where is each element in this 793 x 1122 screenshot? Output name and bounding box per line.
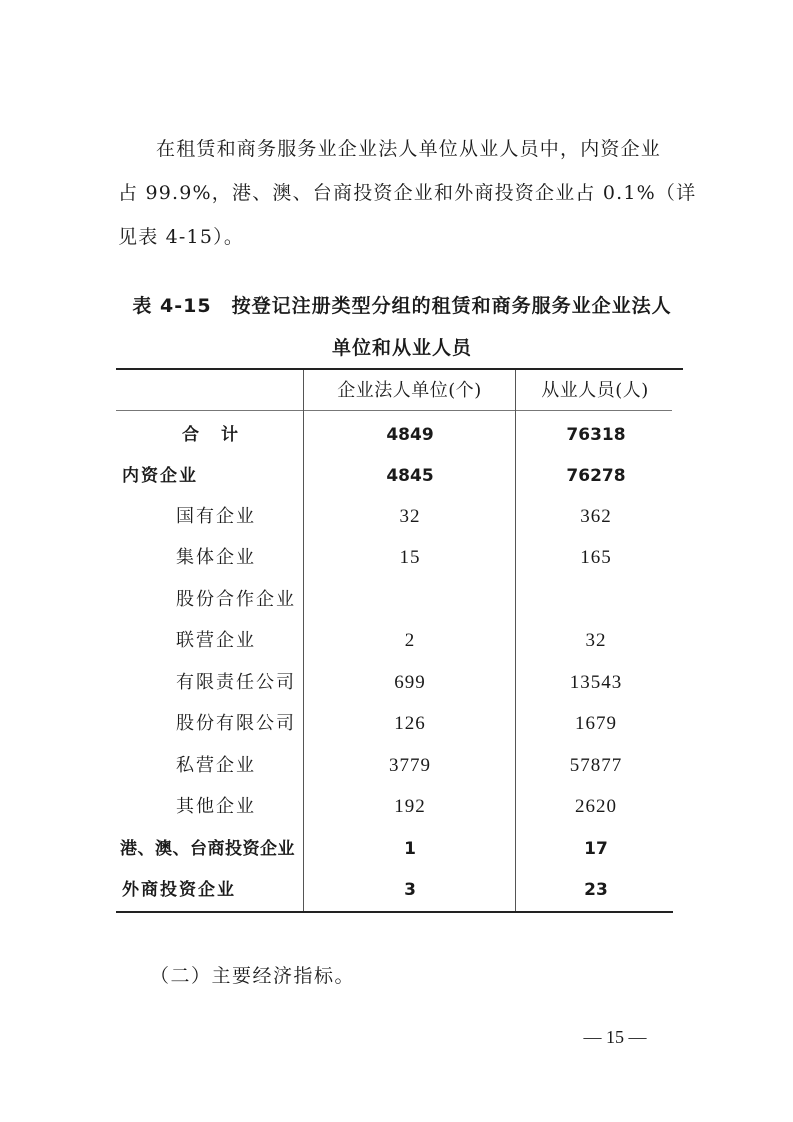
row-employees: 13543 [569, 672, 623, 693]
row-label: 有限责任公司 [176, 672, 296, 693]
row-label: 股份有限公司 [176, 713, 296, 734]
page-number: — 15 — [583, 1027, 647, 1047]
row-units: 32 [399, 506, 421, 527]
row-label: 联营企业 [176, 630, 256, 651]
table-row [116, 497, 676, 537]
table-row-total [116, 415, 676, 455]
row-units: 3 [404, 880, 416, 900]
row-employees: 23 [584, 880, 608, 900]
table-bottom-rule [116, 911, 673, 913]
row-units: 1 [404, 839, 416, 859]
table-row [116, 580, 676, 620]
paragraph-line: 见表 4-15）。 [118, 226, 245, 248]
row-label: 国有企业 [176, 506, 256, 527]
row-employees: 1679 [575, 713, 617, 734]
row-units: 15 [399, 547, 421, 568]
table-row [116, 746, 676, 786]
table-row [116, 704, 676, 744]
paragraph-line: 占 99.9%，港、澳、台商投资企业和外商投资企业占 0.1%（详 [118, 182, 697, 204]
row-label: 内资企业 [122, 466, 198, 486]
row-label: 集体企业 [176, 547, 256, 568]
row-units: 4845 [386, 466, 434, 486]
row-units: 2 [404, 630, 416, 651]
table-header-employees: 从业人员(人) [541, 380, 649, 401]
row-employees: 76278 [566, 466, 626, 486]
row-employees: 57877 [569, 755, 623, 776]
row-units: 4849 [386, 425, 434, 445]
table-row [116, 829, 676, 869]
table-header-rule [116, 410, 672, 411]
row-units: 126 [394, 713, 426, 734]
row-employees: 362 [580, 506, 612, 527]
intro-paragraph [118, 127, 697, 259]
table-row [116, 456, 676, 496]
row-units: 192 [394, 796, 426, 817]
row-label: 外商投资企业 [122, 880, 236, 900]
table-top-rule [116, 368, 683, 370]
table-row [116, 621, 676, 661]
row-label: 其他企业 [176, 796, 256, 817]
table-caption-line2: 单位和从业人员 [331, 337, 472, 359]
row-units: 3779 [389, 755, 431, 776]
row-label: 港、澳、台商投资企业 [120, 839, 295, 859]
table-row [116, 538, 676, 578]
table-row [116, 663, 676, 703]
row-units: 699 [394, 672, 426, 693]
row-employees: 2620 [575, 796, 617, 817]
row-employees: 32 [585, 630, 607, 651]
table-row [116, 870, 676, 910]
table-caption-line1: 表 4-15 按登记注册类型分组的租赁和商务服务业企业法人 [132, 295, 672, 317]
row-employees: 17 [584, 839, 608, 859]
table-row [116, 787, 676, 827]
section-heading: （二）主要经济指标。 [150, 965, 356, 987]
row-employees: 76318 [566, 425, 626, 445]
table-header-units: 企业法人单位(个) [337, 380, 482, 401]
paragraph-line: 在租赁和商务服务业企业法人单位从业人员中，内资企业 [156, 138, 662, 160]
row-employees: 165 [580, 547, 612, 568]
row-label: 股份合作企业 [176, 589, 296, 610]
row-label: 合计 [182, 425, 260, 445]
row-label: 私营企业 [176, 755, 256, 776]
